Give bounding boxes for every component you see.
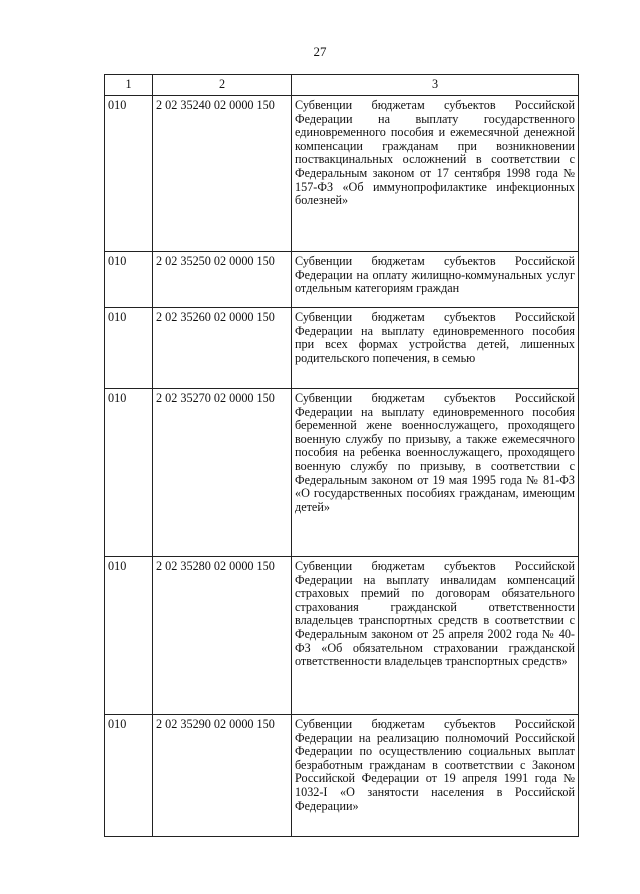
description-cell: Субвенции бюджетам субъектов Российской Федерации на выплату единовременного пособия при всех формах устройства детей, лишенных родительского попечения, в семью (292, 308, 579, 389)
column-header-3: 3 (292, 75, 579, 96)
table-row (105, 389, 579, 557)
table-row (105, 715, 579, 837)
budget-code-table (104, 74, 579, 837)
table-row (105, 557, 579, 715)
budget-code-cell: 2 02 35270 02 0000 150 (153, 389, 292, 557)
column-header-1: 1 (105, 75, 153, 96)
budget-code-cell: 2 02 35290 02 0000 150 (153, 715, 292, 837)
table-header-row (105, 75, 579, 96)
admin-code-cell: 010 (105, 96, 153, 252)
description-cell: Субвенции бюджетам субъектов Российской Федерации на выплату инвалидам компенсаций страховых премий по договорам обязательного страхования гражданской ответственности владельцев транспортных средств в соответствии с Федеральным законом от 25 апреля 2002 года № 40-ФЗ «Об обязательном страховании гражданской ответственности владельцев транспортных средств» (292, 557, 579, 715)
table-row (105, 96, 579, 252)
admin-code-cell: 010 (105, 252, 153, 308)
admin-code-cell: 010 (105, 715, 153, 837)
admin-code-cell: 010 (105, 557, 153, 715)
admin-code-cell: 010 (105, 389, 153, 557)
page-number: 27 (313, 44, 327, 59)
column-header-2: 2 (153, 75, 292, 96)
table-row (105, 252, 579, 308)
budget-code-cell: 2 02 35240 02 0000 150 (153, 96, 292, 252)
admin-code-cell: 010 (105, 308, 153, 389)
description-cell: Субвенции бюджетам субъектов Российской Федерации на выплату единовременного пособия беременной жене военнослужащего, проходящего военную службу по призыву, а также ежемесячного пособия на ребенка военнослужащего, проходящего военную службу по призыву, в соответствии с Федеральным законом от 19 мая 1995 года № 81-ФЗ «О государственных пособиях гражданам, имеющим детей» (292, 389, 579, 557)
table-row (105, 308, 579, 389)
budget-code-cell: 2 02 35280 02 0000 150 (153, 557, 292, 715)
budget-code-cell: 2 02 35260 02 0000 150 (153, 308, 292, 389)
description-cell: Субвенции бюджетам субъектов Российской Федерации на реализацию полномочий Российской Федерации по осуществлению социальных выплат безработным гражданам в соответствии с Законом Российской Федерации от 19 апреля 1991 года № 1032-I «О занятости населения в Российской Федерации» (292, 715, 579, 837)
budget-code-cell: 2 02 35250 02 0000 150 (153, 252, 292, 308)
description-cell: Субвенции бюджетам субъектов Российской Федерации на выплату государственного единовременного пособия и ежемесячной денежной компенсации гражданам при возникновении поствакцинальных осложнений в соответствии с Федеральным законом от 17 сентября 1998 года № 157-ФЗ «Об иммунопрофилактике инфекционных болезней» (292, 96, 579, 252)
description-cell: Субвенции бюджетам субъектов Российской Федерации на оплату жилищно-коммунальных услуг отдельным категориям граждан (292, 252, 579, 308)
